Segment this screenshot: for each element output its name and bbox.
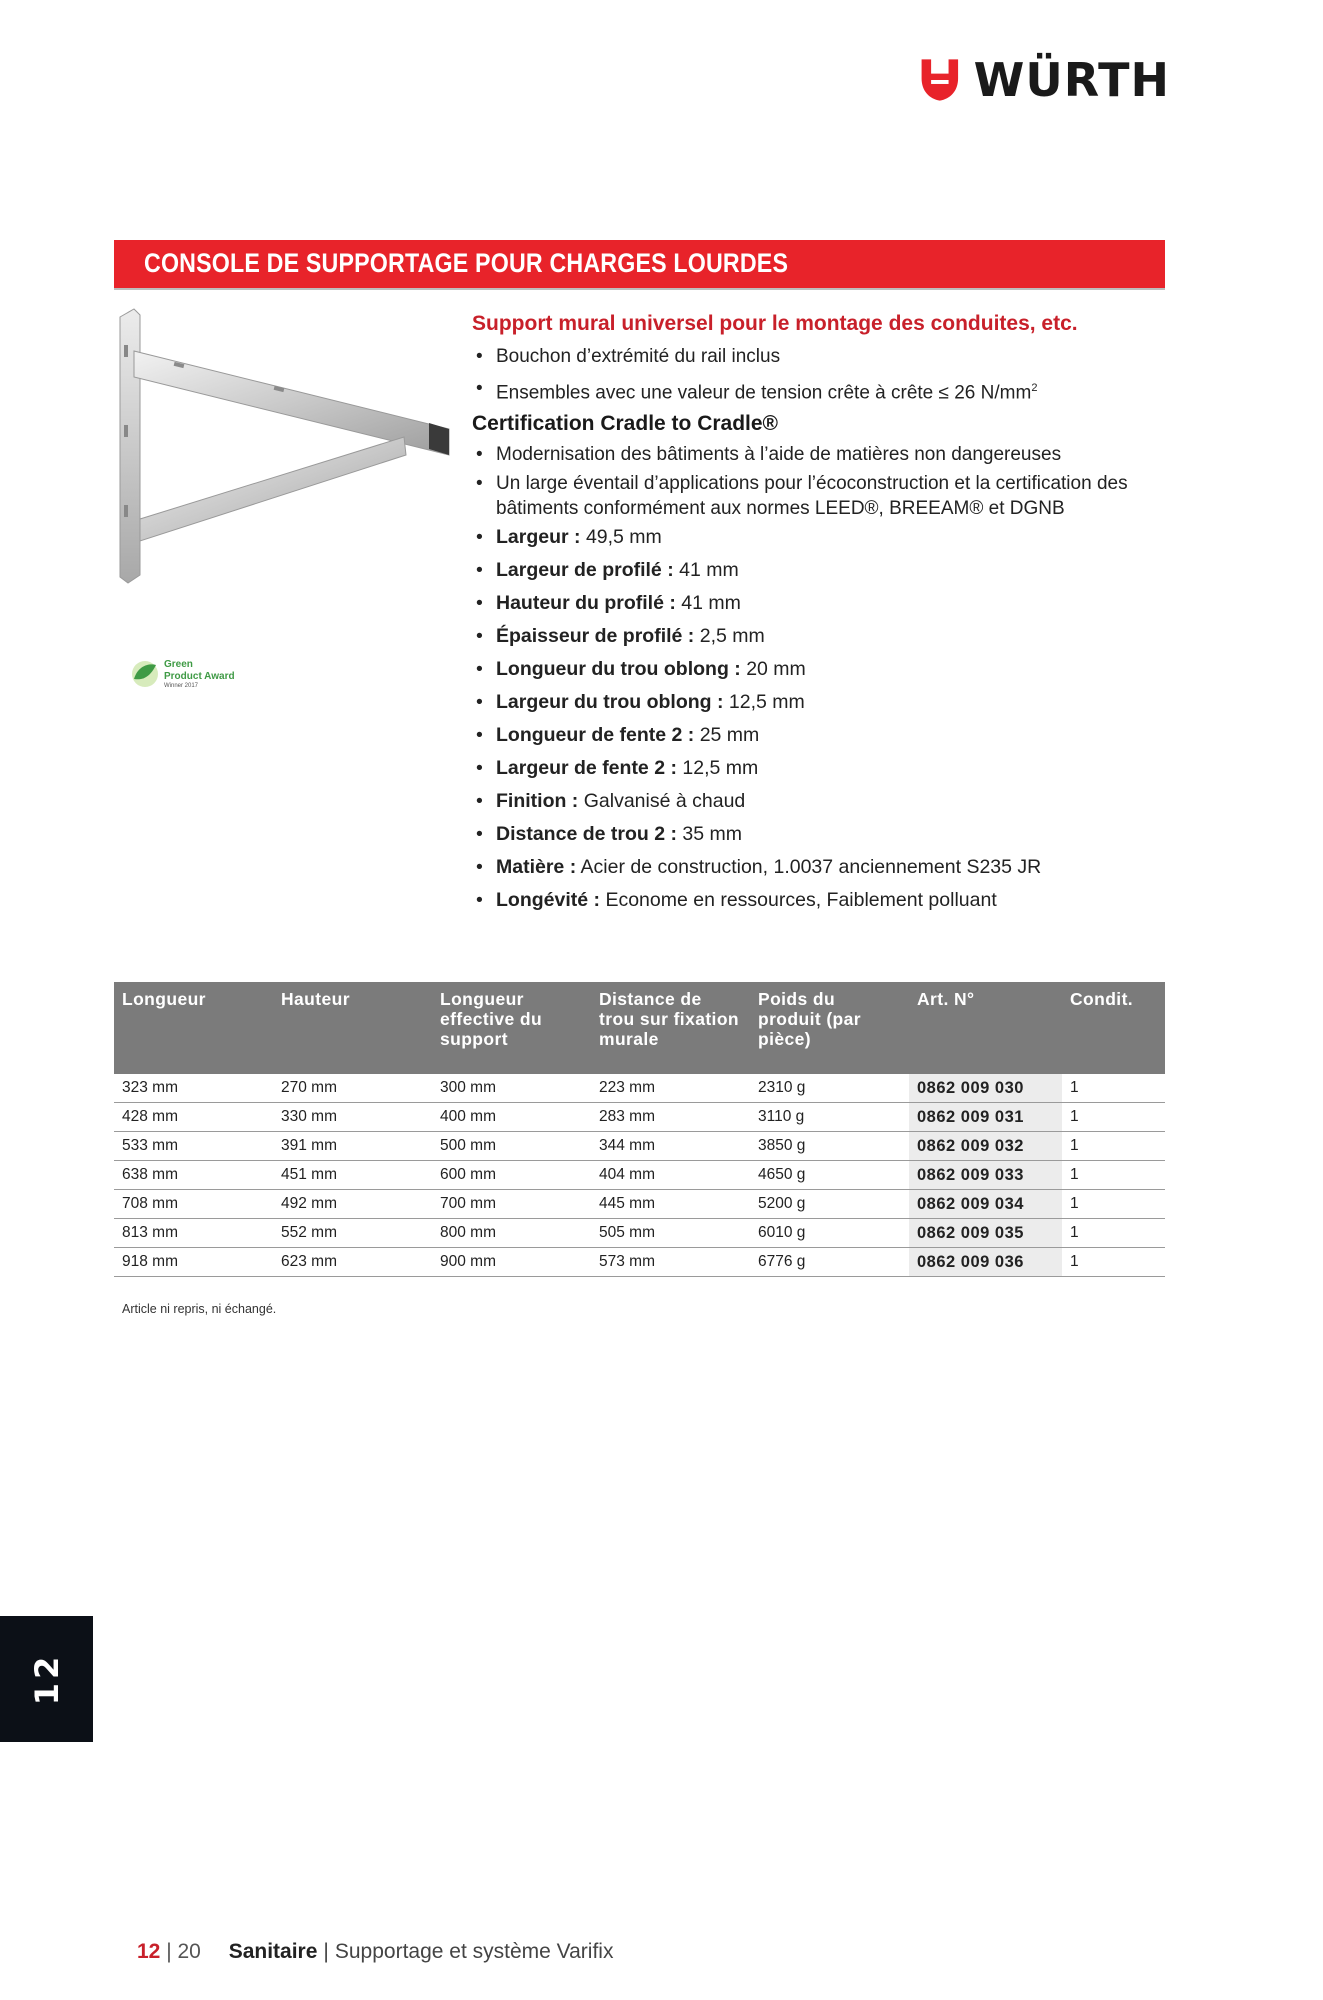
award-leaf-icon — [130, 659, 160, 689]
article-number: 0862 009 033 — [909, 1161, 1062, 1190]
brand-name: WÜRTH — [973, 53, 1170, 107]
property-list — [472, 525, 1172, 913]
property-item: • Longévité : Econome en ressources, Faiblement polluant — [472, 888, 1172, 913]
col-header-distance-trou: Distance de trou sur fixation murale — [591, 982, 750, 1074]
product-specs — [472, 312, 1172, 921]
property-item: • Hauteur du profilé : 41 mm — [472, 591, 1172, 616]
cert-heading: Certification Cradle to Cradle® — [472, 412, 779, 436]
table-row: 918 mm 623 mm 900 mm 573 mm 6776 g 0862 009 036 1 — [114, 1248, 1165, 1277]
product-image — [114, 305, 454, 595]
col-header-condit: Condit. — [1062, 982, 1165, 1074]
property-item: • Matière : Acier de construction, 1.0037 anciennement S235 JR — [472, 855, 1172, 880]
page-number: 12 — [137, 1940, 161, 1963]
list-item: • Ensembles avec une valeur de tension crête à crête ≤ 26 $N/mm^2$ — [472, 376, 1172, 405]
table-header-row — [114, 982, 1165, 1074]
table-row: 813 mm 552 mm 800 mm 505 mm 6010 g 0862 009 035 1 — [114, 1219, 1165, 1248]
award-line-1: Green — [164, 659, 193, 670]
table-row: 638 mm 451 mm 600 mm 404 mm 4650 g 0862 009 033 1 — [114, 1161, 1165, 1190]
green-product-award — [130, 655, 260, 695]
award-line-2: Product Award — [164, 671, 235, 682]
property-item: • Largeur de fente 2 : 12,5 mm — [472, 756, 1172, 781]
article-number: 0862 009 036 — [909, 1248, 1062, 1277]
property-item: • Largeur : 49,5 mm — [472, 525, 1172, 550]
wurth-logo — [920, 50, 1170, 110]
chapter-tab — [0, 1616, 93, 1742]
footnote: Article ni repris, ni échangé. — [122, 1302, 277, 1316]
property-item: • Largeur du trou oblong : 12,5 mm — [472, 690, 1172, 715]
table-row: 708 mm 492 mm 700 mm 445 mm 5200 g 0862 009 034 1 — [114, 1190, 1165, 1219]
col-header-hauteur: Hauteur — [273, 982, 432, 1074]
article-number: 0862 009 032 — [909, 1132, 1062, 1161]
col-header-art-no: Art. N° — [909, 982, 1062, 1074]
property-item: • Finition : Galvanisé à chaud — [472, 789, 1172, 814]
col-header-longueur: Longueur — [114, 982, 273, 1074]
col-header-longueur-effective: Longueur effective du support — [432, 982, 591, 1074]
property-item: • Longueur de fente 2 : 25 mm — [472, 723, 1172, 748]
property-item: • Largeur de profilé : 41 mm — [472, 558, 1172, 583]
property-item: • Distance de trou 2 : 35 mm — [472, 822, 1172, 847]
list-item: • Bouchon d’extrémité du rail inclus — [472, 344, 1172, 369]
article-number: 0862 009 035 — [909, 1219, 1062, 1248]
page-title: CONSOLE DE SUPPORTAGE POUR CHARGES LOURDES — [144, 248, 789, 278]
feature-list-1 — [472, 344, 1172, 405]
page-footer: 12 | 20 Sanitaire | Supportage et système Varifix — [137, 1940, 614, 1963]
table-row: 428 mm 330 mm 400 mm 283 mm 3110 g 0862 009 031 1 — [114, 1103, 1165, 1132]
col-header-poids: Poids du produit (par pièce) — [750, 982, 909, 1074]
property-item: • Longueur du trou oblong : 20 mm — [472, 657, 1172, 682]
article-table — [114, 982, 1165, 1277]
article-number: 0862 009 031 — [909, 1103, 1062, 1132]
award-line-3: Winner 2017 — [164, 683, 199, 689]
feature-list-2 — [472, 442, 1172, 521]
list-item: • Modernisation des bâtiments à l’aide de matières non dangereuses — [472, 442, 1172, 467]
article-number: 0862 009 030 — [909, 1074, 1062, 1103]
table-row: 323 mm 270 mm 300 mm 223 mm 2310 g 0862 009 030 1 — [114, 1074, 1165, 1103]
chapter-number: 12 — [27, 1652, 66, 1706]
article-number: 0862 009 034 — [909, 1190, 1062, 1219]
list-item: • Un large éventail d’applications pour l’écoconstruction et la certification des bâtiments conformément aux normes LEED®, BREEAM® et DGNB — [472, 471, 1172, 521]
product-subtitle: Support mural universel pour le montage des conduites, etc. — [472, 312, 1078, 335]
page-total: 20 — [177, 1940, 201, 1963]
footer-subsection: Supportage et système Varifix — [334, 1940, 614, 1963]
property-item: • Épaisseur de profilé : 2,5 mm — [472, 624, 1172, 649]
title-banner — [114, 240, 1165, 290]
footer-section: Sanitaire — [228, 1940, 318, 1963]
wurth-logo-icon — [920, 52, 960, 108]
table-row: 533 mm 391 mm 500 mm 344 mm 3850 g 0862 009 032 1 — [114, 1132, 1165, 1161]
